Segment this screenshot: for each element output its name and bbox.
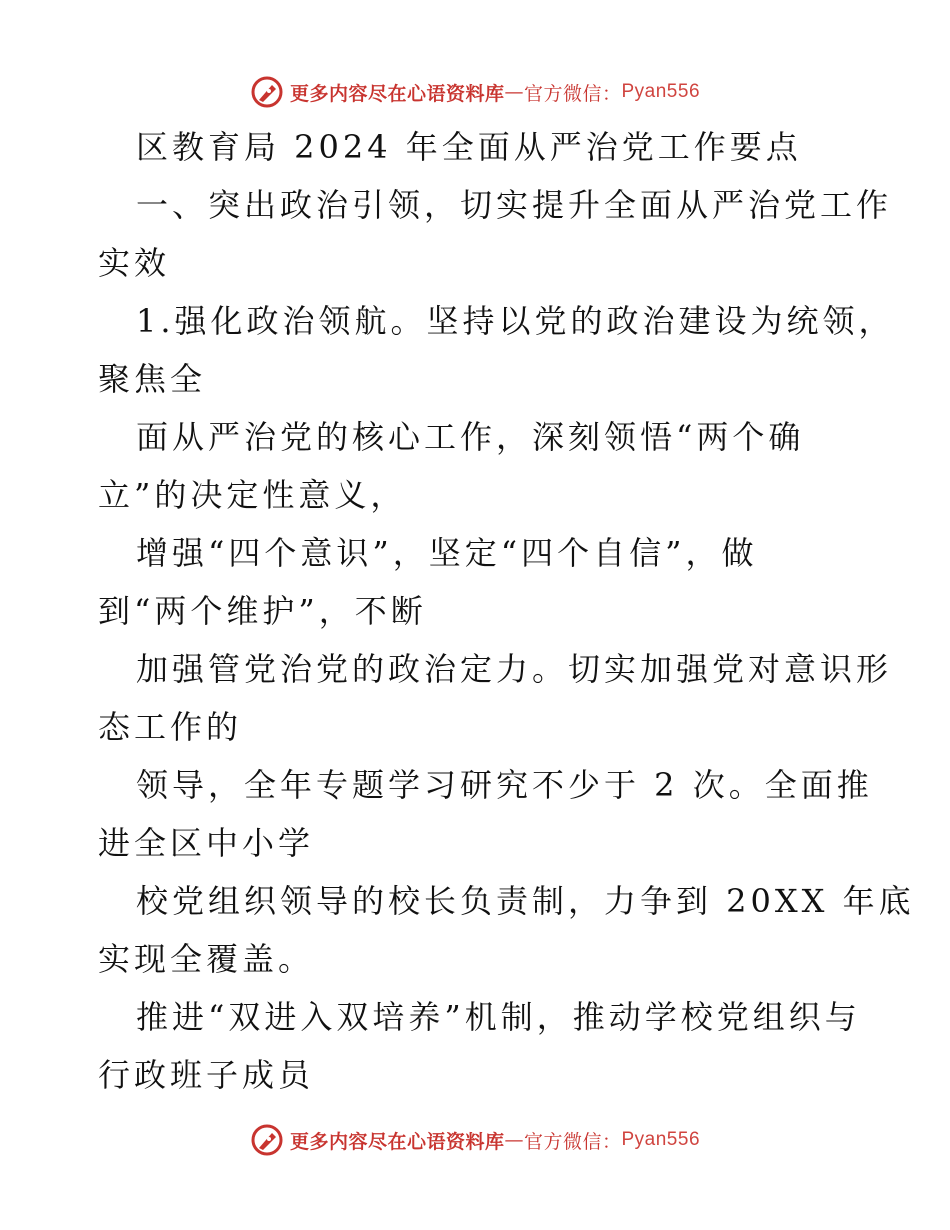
pen-nib-circle-icon	[250, 75, 284, 109]
paragraph-line: 进全区中小学	[98, 824, 315, 862]
paragraph-line: 增强“四个意识”，坚定“四个自信”，做	[136, 534, 758, 572]
watermark-wechat-id: Pyan556	[621, 1129, 701, 1150]
watermark-official: 官方微信：	[523, 1130, 622, 1153]
paragraph-line: 实现全覆盖。	[98, 940, 315, 978]
watermark-wechat-id: Pyan556	[621, 81, 701, 102]
document-title: 区教育局 2024 年全面从严治党工作要点	[136, 128, 802, 166]
section-heading-continued: 实效	[98, 244, 171, 282]
document-body	[98, 118, 915, 1104]
watermark-official: 官方微信：	[523, 82, 622, 105]
watermark-brand: 更多内容尽在心语资料库	[289, 1130, 505, 1153]
watermark-dash: —	[504, 81, 524, 103]
paragraph-line: 领导，全年专题学习研究不少于 2 次。全面推	[136, 766, 873, 804]
watermark-dash: —	[504, 1129, 524, 1151]
watermark-brand: 更多内容尽在心语资料库	[289, 82, 505, 105]
section-heading: 一、突出政治引领，切实提升全面从严治党工作	[136, 186, 893, 224]
paragraph-line: 1.强化政治领航。坚持以党的政治建设为统领，	[136, 302, 895, 340]
paragraph-line: 聚焦全	[98, 360, 207, 398]
paragraph-line: 行政班子成员	[98, 1056, 315, 1094]
paragraph-line: 到“两个维护”，不断	[98, 592, 427, 630]
paragraph-line: 推进“双进入双培养”机制，推动学校党组织与	[136, 998, 861, 1036]
paragraph-line: 加强管党治党的政治定力。切实加强党对意识形	[136, 650, 893, 688]
watermark-banner-top	[0, 72, 950, 112]
paragraph-line: 态工作的	[98, 708, 243, 746]
paragraph-line: 面从严治党的核心工作，深刻领悟“两个确	[136, 418, 805, 456]
pen-nib-circle-icon	[250, 1123, 284, 1157]
paragraph-line: 立”的决定性意义，	[98, 476, 407, 514]
watermark-banner-bottom	[0, 1120, 950, 1160]
paragraph-line: 校党组织领导的校长负责制，力争到 20XX 年底	[136, 882, 915, 920]
